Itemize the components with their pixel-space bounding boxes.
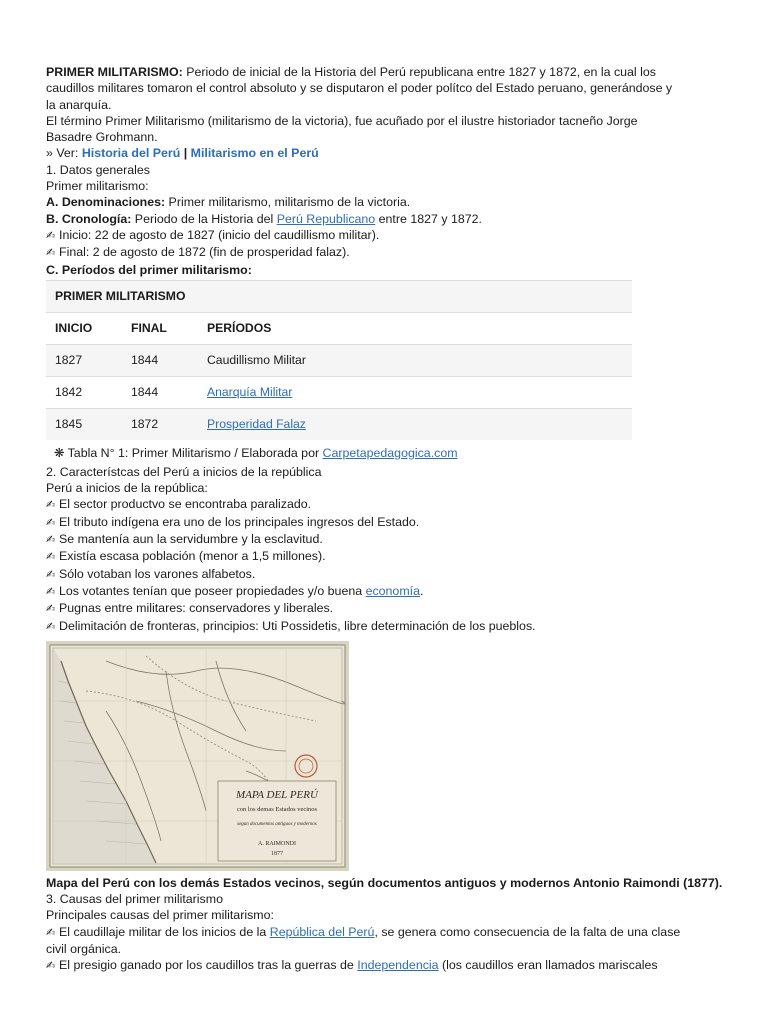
link-republica-del-peru[interactable]: República del Perú xyxy=(269,924,375,939)
pen-icon: ✍ xyxy=(46,550,56,564)
header-inicio: INICIO xyxy=(46,312,122,344)
peru-map-illustration xyxy=(46,641,349,871)
list-item-continuation: civil orgánica. xyxy=(46,942,122,957)
list-item: ✍ Sólo votaban los varones alfabetos. xyxy=(46,566,726,583)
pen-icon: ✍ xyxy=(46,246,56,260)
periods-table xyxy=(46,280,632,440)
section3-heading: 3. Causas del primer militarismo xyxy=(46,892,223,907)
final-line: ✍ Final: 2 de agosto de 1872 (fin de prosperidad falaz). xyxy=(46,244,726,261)
map-title: MAPA DEL PERÚ xyxy=(236,788,318,801)
pen-icon: ✍ xyxy=(46,619,56,633)
table-header-row xyxy=(46,312,632,344)
inicio-line: ✍ Inicio: 22 de agosto de 1827 (inicio del caudillismo militar). xyxy=(46,227,726,244)
link-carpetapedagogica[interactable]: Carpetapedagogica.com xyxy=(322,445,458,460)
link-independencia[interactable]: Independencia xyxy=(357,958,439,973)
list-item: ✍ Pugnas entre militares: conservadores y liberales. xyxy=(46,600,726,617)
pen-icon: ✍ xyxy=(46,533,56,547)
table-title-row xyxy=(46,280,632,312)
intro-line-2: caudillos militares tomaron el control absoluto y se disputaron el poder polítco del Estado peruano, generándose y xyxy=(46,81,673,96)
intro-line-5: Basadre Grohmann. xyxy=(46,130,158,145)
list-item: ✍ Los votantes tenían que poseer propiedades y/o buena economía. xyxy=(46,583,726,600)
table-row: 1842 1844 Anarquía Militar xyxy=(46,376,632,408)
header-periodos: PERÍODOS xyxy=(198,312,632,344)
section1-heading: 1. Datos generales xyxy=(46,162,151,177)
table-caption: ❋ Tabla N° 1: Primer Militarismo / Elaborada por Carpetapedagogica.com xyxy=(54,445,458,460)
link-militarismo-en-el-peru[interactable]: Militarismo en el Perú xyxy=(190,146,319,161)
section3-subheading: Principales causas del primer militarismo: xyxy=(46,908,274,923)
header-final: FINAL xyxy=(122,312,198,344)
map-subtitle: con los demas Estados vecinos xyxy=(236,805,318,813)
section2-heading: 2. Característcas del Perú a inicios de la república xyxy=(46,464,322,479)
link-prosperidad-falaz[interactable]: Prosperidad Falaz xyxy=(207,417,306,432)
link-economia[interactable]: economía xyxy=(365,583,420,598)
list-item: ✍ Se mantenía aun la servidumbre y la esclavitud. xyxy=(46,531,726,548)
section2-subheading: Perú a inicios de la república: xyxy=(46,481,208,496)
intro-term: PRIMER MILITARISMO: xyxy=(46,65,183,79)
pen-icon: ✍ xyxy=(46,959,56,973)
list-item: ✍ Existía escasa población (menor a 1,5 millones). xyxy=(46,548,726,565)
pen-icon: ✍ xyxy=(46,567,56,581)
intro-line-3: la anarquía. xyxy=(46,97,112,112)
pen-icon: ✍ xyxy=(46,515,56,529)
map-image xyxy=(46,641,349,871)
map-year: 1877 xyxy=(271,850,283,857)
denominaciones-line: A. Denominaciones: Primer militarismo, militarismo de la victoria. xyxy=(46,195,411,210)
map-caption: Mapa del Perú con los demás Estados vecinos, según documentos antiguos y modernos Antonio Raimondi (1877). xyxy=(46,875,723,890)
see-also-line: » Ver: Historia del Perú | Militarismo en el Perú xyxy=(46,146,319,161)
link-peru-republicano[interactable]: Perú Republicano xyxy=(276,211,376,226)
pen-icon: ✍ xyxy=(46,925,56,939)
table-row: 1827 1844 Caudillismo Militar xyxy=(46,344,632,376)
document xyxy=(46,64,726,975)
table-title: PRIMER MILITARISMO xyxy=(46,280,632,312)
pen-icon: ✍ xyxy=(46,602,56,616)
list-item: ✍ El presigio ganado por los caudillos tras la guerras de Independencia (los caudillos eran llamados mariscales xyxy=(46,957,726,974)
list-item: ✍ El tributo indígena era uno de los principales ingresos del Estado. xyxy=(46,514,726,531)
periodos-heading: C. Períodos del primer militarismo: xyxy=(46,262,252,277)
pen-icon: ✍ xyxy=(46,584,56,598)
table-row: 1845 1872 Prosperidad Falaz xyxy=(46,408,632,440)
map-author: A. RAIMONDI xyxy=(258,840,296,847)
intro-line-1: PRIMER MILITARISMO: Periodo de inicial de la Historia del Perú republicana entre 1827 y 1872, en la cual los xyxy=(46,65,656,79)
list-item: ✍ El caudillaje militar de los inicios de la República del Perú, se genera como consecuencia de la falta de una clase xyxy=(46,924,726,941)
intro-line-4: El término Primer Militarismo (militarismo de la victoria), fue acuñado por el ilustre historiador tacneño Jorge xyxy=(46,113,638,128)
section1-subheading: Primer militarismo: xyxy=(46,179,149,194)
link-anarquia-militar[interactable]: Anarquía Militar xyxy=(207,385,293,400)
list-item: ✍ El sector productvo se encontraba paralizado. xyxy=(46,496,726,513)
asterisk-icon: ❋ xyxy=(54,445,65,460)
map-subtitle-2: segun documentos antiguos y modernos xyxy=(237,821,317,827)
list-item: ✍ Delimitación de fronteras, principios: Uti Possidetis, libre determinación de los pueblos. xyxy=(46,618,726,635)
pen-icon: ✍ xyxy=(46,228,56,242)
pen-icon: ✍ xyxy=(46,498,56,512)
cronologia-line: B. Cronología: Periodo de la Historia del Perú Republicano entre 1827 y 1872. xyxy=(46,211,482,226)
link-historia-del-peru[interactable]: Historia del Perú xyxy=(81,146,181,161)
